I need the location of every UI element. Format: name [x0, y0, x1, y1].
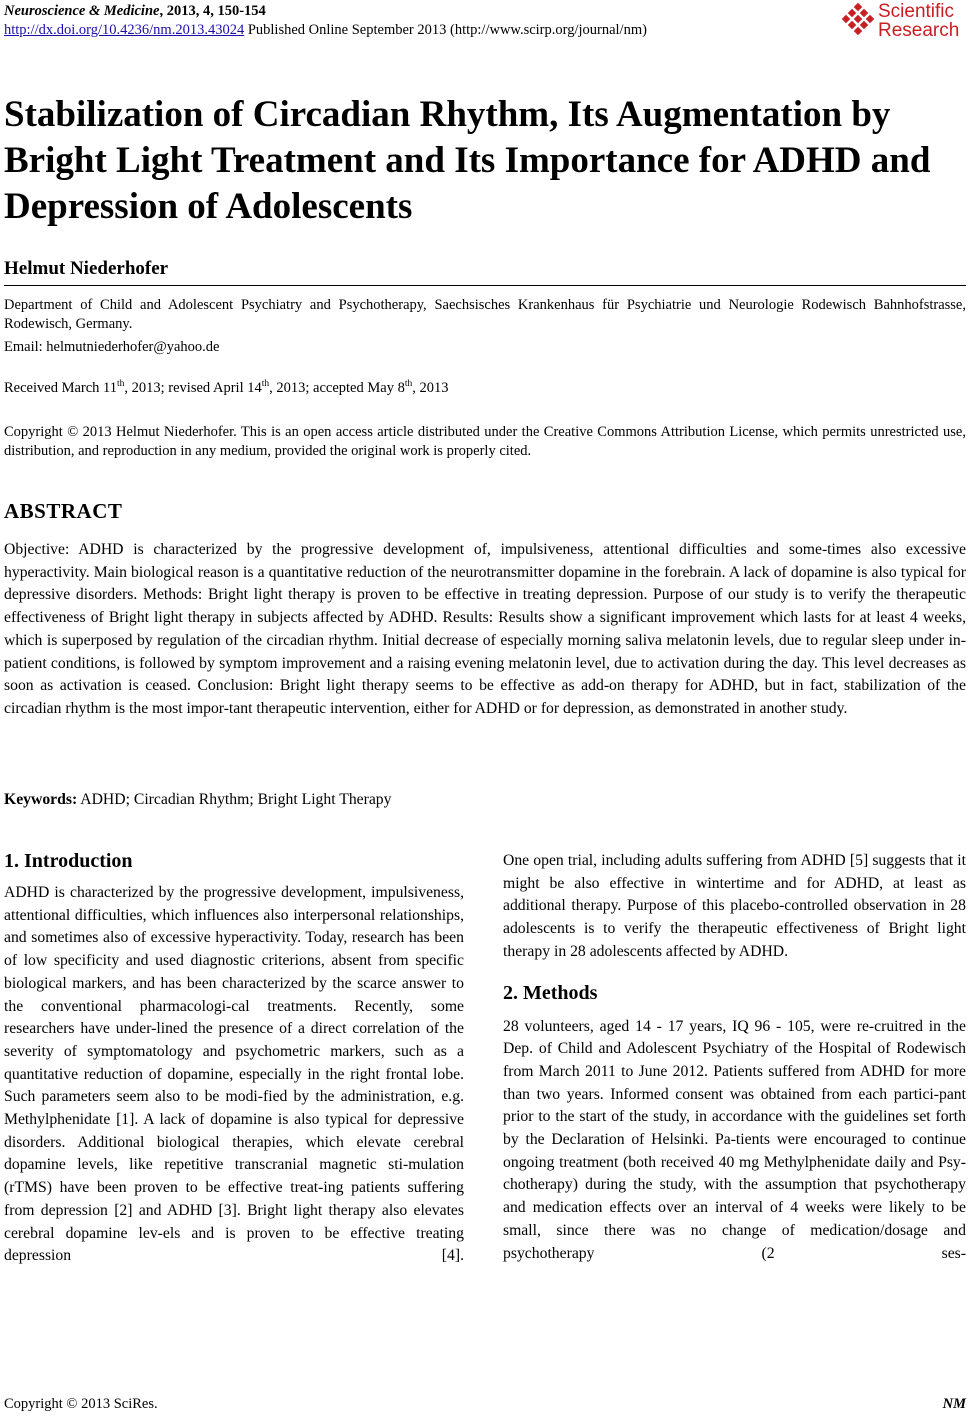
introduction-continued-paragraph: One open trial, including adults suffering from ADHD [5] suggests that it might be also effective in wintertime and for ADHD, at least as additional therapy. Purpose of this placebo-controlled observation in 28 adolescents is to verify the therapeutic effectiveness of Bright light therapy in 28 adolescents affected by ADHD. [503, 852, 966, 960]
ordinal-suffix: th [117, 379, 125, 389]
footer-copyright: Copyright © 2013 SciRes. [4, 1396, 158, 1412]
journal-issue: , 2013, 4, 150-154 [159, 3, 266, 19]
published-note: Published Online September 2013 (http://www.scirp.org/journal/nm) [244, 22, 647, 38]
abstract-text: Objective: ADHD is characterized by the progressive development of, impulsiveness, attentional difficulties and some-times also excessive hyperactivity. Main biological reason is a quantitative reduction of the neurotransmitter dopamine in the forebrain. A lack of dopamine is also typical for depressive disorders. Methods: Bright light therapy is proven to be effective in treating depression. Purpose of our study is to verify the therapeutic effectiveness of Bright light therapy in subjects affected by ADHD. Results: Results show a significant improvement which lasts for at least 4 weeks, which is superposed by regulation of the circadian rhythm. Initial decrease of especially morning saliva melatonin levels, due to regular sleep under in-patient conditions, is followed by symptom improvement and a raising evening melatonin level, due to activation during the day. This level decreases as soon as activation is ceased. Conclusion: Bright light therapy seems to be effective as add-on therapy for ADHD, but in fact, stabilization of the circadian rhythm is the most impor-tant therapeutic intervention, either for ADHD or for depression, as demonstrated in another study. [4, 541, 966, 717]
journal-name: Neuroscience & Medicine [4, 3, 160, 19]
left-column [4, 846, 464, 1268]
author-email: Email: helmutniederhofer@yahoo.de [4, 339, 220, 355]
section-heading-methods: 2. Methods [503, 981, 598, 1004]
page-footer [4, 1396, 966, 1413]
ordinal-suffix: th [404, 379, 413, 389]
footer-journal-abbrev: NM [942, 1396, 966, 1412]
year-part: , 2013 [412, 379, 449, 396]
author-divider [4, 285, 966, 286]
article-title: Stabilization of Circadian Rhythm, Its Augmentation by Bright Light Treatment and Its Importance for ADHD and Depression of Adolescents [4, 94, 931, 227]
abstract-heading: ABSTRACT [4, 499, 123, 523]
journal-line [4, 2, 804, 21]
keywords-list: ADHD; Circadian Rhythm; Bright Light Therapy [77, 791, 392, 808]
author-name: Helmut Niederhofer [4, 258, 169, 279]
received-dates [4, 379, 448, 397]
ordinal-suffix: th [261, 379, 270, 389]
logo-text-scientific: Scientific [878, 1, 955, 22]
doi-line [4, 21, 804, 40]
received-part: Received March 11 [4, 379, 117, 396]
revised-part: , 2013; revised April 14 [124, 379, 262, 396]
right-column [503, 850, 966, 1265]
methods-paragraph: 28 volunteers, aged 14 - 17 years, IQ 96 - 105, were re-cruitred in the Dep. of Child and Adolescent Psychiatry of the Hospital of Rodewisch from March 2011 to June 2012. Patients suffered from ADHD for more than two years. Informed consent was obtained from each partici-pant prior to the start of the study, in accordance with the guidelines set forth by the Declaration of Helsinki. Pa-tients were encouraged to continue ongoing treatment (both received 40 mg Methylphenidate daily and Psy-chotherapy) during the study, with the assumption that psychotherapy and medication effects over an interval of 4 weeks were likely to be small, since there was no change of medication/dosage and psychotherapy (2 ses- [503, 1017, 966, 1262]
copyright-notice: Copyright © 2013 Helmut Niederhofer. This is an open access article distributed under the Creative Commons Attribution License, which permits unrestricted use, distribution, and reproduction in any medium, provided the original work is properly cited. [4, 424, 966, 459]
accepted-part: , 2013; accepted May 8 [269, 379, 405, 396]
logo-text-research: Research [878, 20, 960, 41]
affiliation: Department of Child and Adolescent Psychiatry and Psychotherapy, Saechsisches Krankenhaus für Psychiatrie und Neurologie Rodewisch Bahnhofstrasse, Rodewisch, Germany. [4, 297, 966, 332]
publisher-logo [840, 0, 965, 42]
keywords-label: Keywords: [4, 791, 78, 808]
keywords [4, 791, 392, 809]
introduction-paragraph: ADHD is characterized by the progressive development, impulsiveness, attentional difficulties, which influences also interpersonal relationships, and sometimes also of excessive hyperactivity. Today, research has been of low specificity and used diagnostic criterions, absent from specific biological markers, and has been characterized by the scarce answer to the conventional pharmacologi-cal treatments. Recently, some researchers have under-lined the presence of a direct correlation of the severity of symptomatology and psychometric markers, such as a quantitative reduction of dopamine, especially in the right frontal lobe. Such parameters seem also to be modi-fied by the administration, e.g. Methylphenidate [1]. A lack of dopamine is also typical for depressive disorders. Additional biological therapies, which elevate cerebral dopamine levels, like repetitive transcranial magnetic sti-mulation (rTMS) have been proven to be effective treat-ing patients suffering from depression [2] and ADHD [3]. Bright light therapy also elevates cerebral dopamine lev-els and is proven to be effective treating depression [4]. [4, 884, 464, 1265]
section-heading-introduction: 1. Introduction [4, 850, 133, 872]
journal-header [4, 2, 804, 40]
logo-diamond-icon [840, 2, 876, 38]
doi-link[interactable]: http://dx.doi.org/10.4236/nm.2013.43024 [4, 22, 245, 38]
